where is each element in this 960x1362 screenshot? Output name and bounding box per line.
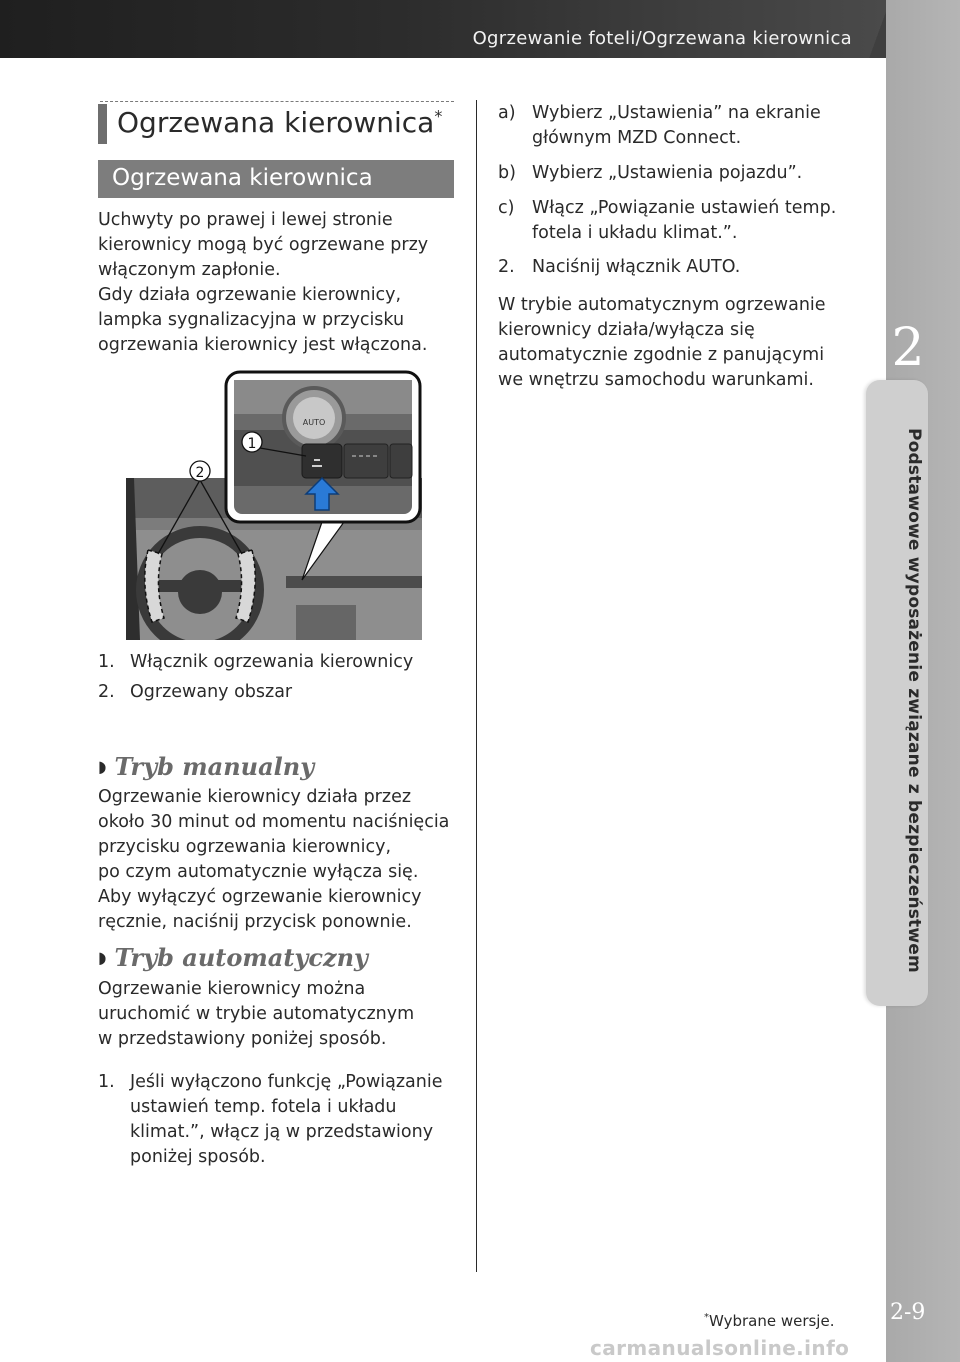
running-header-title: Ogrzewanie foteli/Ogrzewana kierownica — [472, 28, 852, 49]
substep-line: Wybierz „Ustawienia pojazdu”. — [532, 163, 803, 183]
step-line: klimat.”, włącz ją w przedstawiony — [130, 1122, 434, 1142]
intro-line: kierownicy mogą być ogrzewane przy — [98, 235, 429, 255]
manual-line: przycisku ogrzewania kierownicy, — [98, 837, 392, 857]
footnote — [704, 1312, 834, 1330]
substep-text — [532, 101, 821, 151]
manual-line: Ogrzewanie kierownicy działa przez — [98, 787, 412, 807]
step-line: poniżej sposób. — [130, 1147, 266, 1167]
auto-knob-label: AUTO — [302, 418, 326, 427]
footnote-mark: * — [704, 1312, 709, 1323]
list-item — [498, 161, 868, 186]
callout-1-label: 1 — [247, 436, 257, 452]
step-text — [130, 1070, 442, 1170]
page-title — [117, 106, 442, 139]
step-2 — [498, 255, 868, 280]
legend-text: Ogrzewany obszar — [130, 682, 293, 702]
substep-list — [498, 101, 868, 256]
list-item — [98, 1070, 468, 1170]
manual-line: około 30 minut od momentu naciśnięcia — [98, 812, 450, 832]
auto-mode-heading — [98, 943, 368, 972]
auto-desc-line: automatycznie zgodnie z panującymi — [498, 345, 825, 365]
auto-line: w przedstawiony poniżej sposób. — [98, 1029, 387, 1049]
legend-item — [98, 650, 458, 675]
page-title-text: Ogrzewana kierownica — [117, 106, 435, 139]
section-title: Ogrzewana kierownica — [112, 165, 373, 191]
illustration-legend — [98, 650, 458, 710]
step-line: ustawień temp. fotela i układu — [130, 1097, 397, 1117]
page-number: 2-9 — [890, 1300, 926, 1325]
callout-2-label: 2 — [195, 465, 205, 481]
section-band — [98, 160, 454, 198]
step-1 — [98, 1070, 468, 1170]
step-number: 2. — [498, 257, 515, 277]
heated-wheel-switch — [302, 444, 342, 478]
intro-paragraph — [98, 208, 458, 358]
intro-line: włączonym zapłonie. — [98, 260, 281, 280]
auto-desc-line: we wnętrzu samochodu warunkami. — [498, 370, 814, 390]
section-marker-icon: ◗ — [98, 948, 107, 967]
substep-line: Wybierz „Ustawienia” na ekranie — [532, 103, 821, 123]
substep-line: Włącz „Powiązanie ustawień temp. — [532, 198, 837, 218]
substep-text — [532, 161, 802, 186]
manual-line: po czym automatycznie wyłącza się. — [98, 862, 419, 882]
intro-line: lampka sygnalizacyjna w przycisku — [98, 310, 405, 330]
auto-desc-line: kierownicy działa/wyłącza się — [498, 320, 755, 340]
manual-mode-paragraph — [98, 785, 468, 935]
manual-mode-heading-text: Tryb manualny — [114, 752, 315, 781]
list-item — [498, 101, 868, 151]
column-divider — [476, 100, 477, 1272]
manual-mode-heading — [98, 752, 314, 781]
manual-line: ręcznie, naciśnij przycisk ponownie. — [98, 912, 412, 932]
title-accent-bar — [98, 104, 107, 144]
steering-wheel-illustration — [126, 370, 422, 640]
substep-letter: b) — [498, 163, 516, 183]
auto-line: Ogrzewanie kierownicy można — [98, 979, 366, 999]
substep-letter: c) — [498, 198, 515, 218]
auto-mode-heading-text: Tryb automatyczny — [114, 943, 368, 972]
legend-item — [98, 680, 458, 705]
chapter-number: 2 — [891, 318, 925, 378]
watermark: carmanualsonline.info — [590, 1336, 850, 1360]
auto-mode-paragraph — [98, 977, 468, 1052]
substep-line: głównym MZD Connect. — [532, 128, 742, 148]
title-asterisk: * — [434, 106, 443, 126]
step-text: Naciśnij włącznik AUTO. — [532, 257, 741, 277]
chapter-title: Podstawowe wyposażenie związane z bezpieczeństwem — [904, 428, 924, 973]
auto-line: uruchomić w trybie automatycznym — [98, 1004, 415, 1024]
step-number: 1. — [98, 1072, 115, 1092]
auto-desc-line: W trybie automatycznym ogrzewanie — [498, 295, 826, 315]
auto-description-paragraph — [498, 293, 868, 393]
title-rule — [100, 101, 454, 102]
intro-line: Uchwyty po prawej i lewej stronie — [98, 210, 393, 230]
step-line: Jeśli wyłączono funkcję „Powiązanie — [130, 1072, 443, 1092]
substep-line: fotela i układu klimat.”. — [532, 223, 738, 243]
list-item — [498, 196, 868, 246]
footnote-text: Wybrane wersje. — [709, 1312, 835, 1330]
substep-letter: a) — [498, 103, 516, 123]
section-marker-icon: ◗ — [98, 757, 107, 776]
substep-text — [532, 196, 836, 246]
intro-line: Gdy działa ogrzewanie kierownicy, — [98, 285, 402, 305]
legend-number: 2. — [98, 682, 115, 702]
manual-line: Aby wyłączyć ogrzewanie kierownicy — [98, 887, 422, 907]
legend-number: 1. — [98, 652, 115, 672]
intro-line: ogrzewania kierownicy jest włączona. — [98, 335, 428, 355]
legend-text: Włącznik ogrzewania kierownicy — [130, 652, 414, 672]
